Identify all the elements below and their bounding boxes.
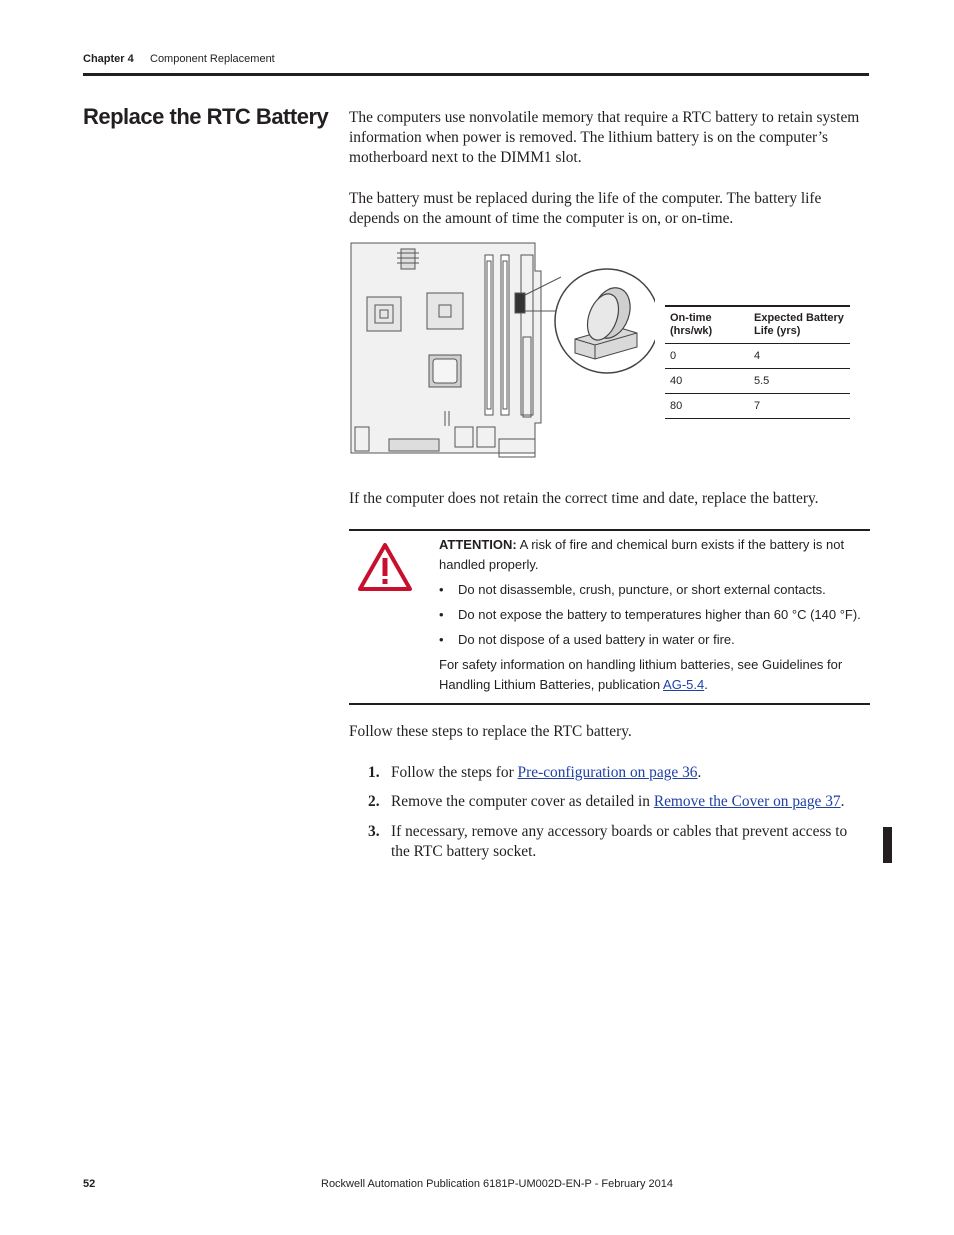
step-number: 2.: [368, 793, 380, 810]
header-rule: [83, 73, 869, 76]
table-row: [665, 394, 850, 419]
pre-configuration-link[interactable]: Pre-configuration on page 36: [517, 764, 698, 781]
table-row: [665, 344, 850, 369]
intro-paragraph-1: The computers use nonvolatile memory that require a RTC battery to retain system information when power is removed. The lithium battery is on the computer’s motherboard next to the DIMM1 slot.: [349, 109, 860, 166]
attention-bullet: Do not dispose of a used battery in water or fire.: [458, 632, 735, 647]
table-row: [665, 369, 850, 394]
attention-label: ATTENTION:: [439, 537, 517, 552]
step-number: 3.: [368, 823, 380, 840]
step-text-prefix: Follow the steps for: [391, 764, 518, 781]
change-bar: [883, 827, 892, 863]
table-cell: 0: [665, 344, 749, 369]
table-cell: 80: [665, 394, 749, 419]
step-text-suffix: .: [840, 793, 845, 810]
bullet-marker: •: [439, 582, 444, 597]
attention-bottom-rule: [349, 703, 870, 705]
warning-triangle-icon: [357, 542, 413, 592]
page-number: 52: [83, 1178, 96, 1190]
step-number: 1.: [368, 764, 380, 781]
steps-intro: Follow these steps to replace the RTC battery.: [349, 723, 632, 740]
bullet-marker: •: [439, 632, 444, 647]
safety-info-text: For safety information on handling lithium batteries, see Guidelines for Handling Lithium Batteries, publication: [439, 657, 843, 692]
section-title: Replace the RTC Battery: [83, 104, 329, 129]
table-cell: 7: [749, 394, 850, 419]
attention-bullet: Do not expose the battery to temperatures higher than 60 °C (140 °F).: [458, 607, 861, 622]
attention-top-rule: [349, 529, 870, 531]
battery-life-table: [665, 305, 850, 419]
table-cell: 5.5: [749, 369, 850, 394]
publication-info: Rockwell Automation Publication 6181P-UM002D-EN-P - February 2014: [321, 1178, 673, 1190]
attention-text: A risk of fire and chemical burn exists if the battery is not handled properly.: [439, 537, 845, 572]
step-text: [391, 792, 869, 812]
bullet-marker: •: [439, 607, 444, 622]
attention-statement: [439, 535, 869, 575]
step-text: [391, 763, 869, 783]
table-header-battery-life: Expected Battery Life (yrs): [749, 306, 850, 344]
retain-paragraph: If the computer does not retain the correct time and date, replace the battery.: [349, 490, 819, 507]
chapter-title: Component Replacement: [150, 53, 275, 65]
table-header-on-time: On-time (hrs/wk): [665, 306, 749, 344]
ag-5-4-link[interactable]: AG-5.4: [663, 677, 705, 692]
safety-info: [439, 655, 869, 695]
remove-cover-link[interactable]: Remove the Cover on page 37: [653, 793, 841, 810]
chapter-label: Chapter 4: [83, 53, 134, 65]
table-cell: 40: [665, 369, 749, 394]
attention-bullet: Do not disassemble, crush, puncture, or short external contacts.: [458, 582, 826, 597]
motherboard-illustration: [349, 241, 655, 463]
table-cell: 4: [749, 344, 850, 369]
safety-info-suffix: .: [704, 677, 708, 692]
intro-paragraph-2: The battery must be replaced during the life of the computer. The battery life depends on the amount of time the computer is on, or on-time.: [349, 190, 822, 227]
step-text: If necessary, remove any accessory boards or cables that prevent access to the RTC battery socket.: [391, 823, 848, 860]
step-text-prefix: Remove the computer cover as detailed in: [391, 793, 654, 810]
step-text-suffix: .: [697, 764, 702, 781]
